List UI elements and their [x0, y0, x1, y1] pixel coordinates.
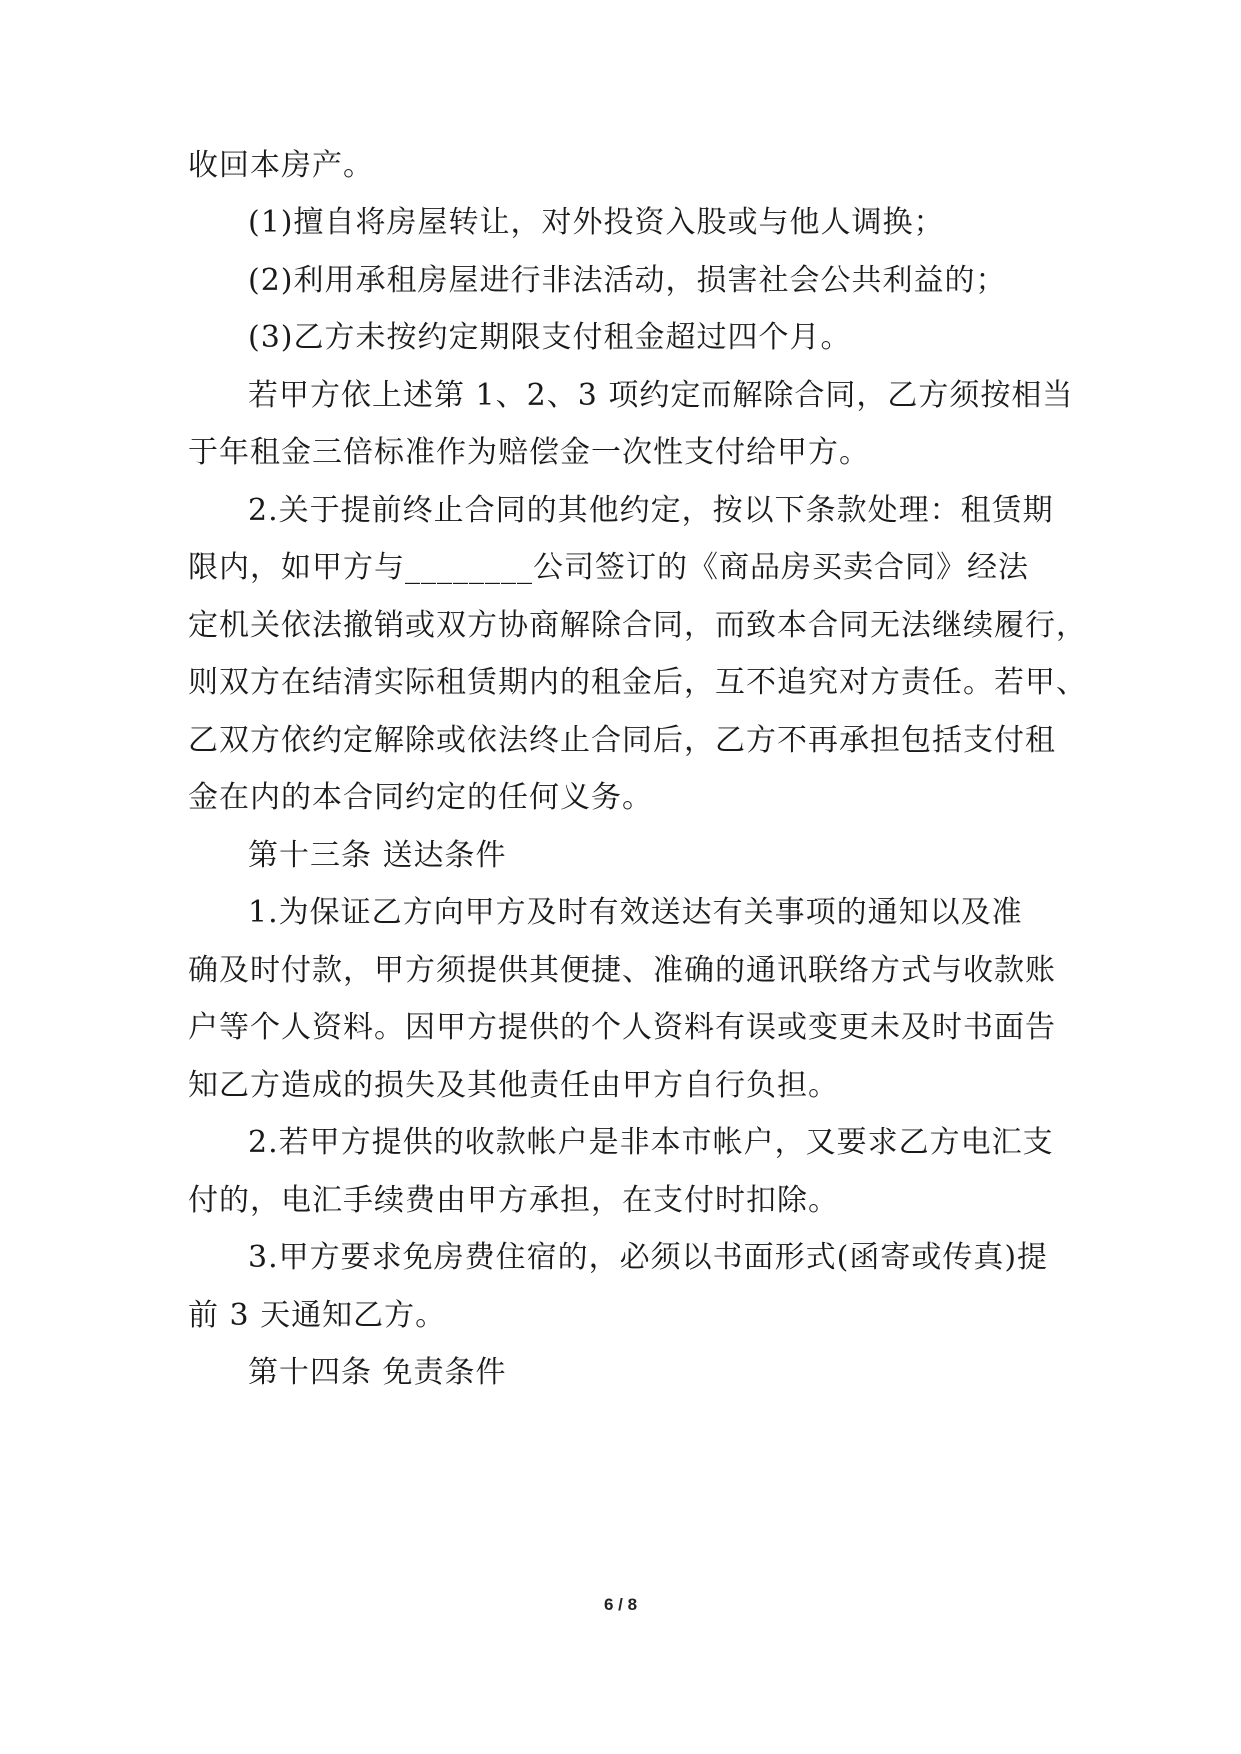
paragraph-line: 1.为保证乙方向甲方及时有效送达有关事项的通知以及准 — [248, 895, 1023, 930]
paragraph-line: 于年租金三倍标准作为赔偿金一次性支付给甲方。 — [188, 435, 870, 470]
list-item: (1)擅自将房屋转让，对外投资入股或与他人调换； — [248, 205, 945, 240]
section-heading: 第十三条 送达条件 — [248, 838, 507, 873]
paragraph-line: 则双方在结清实际租赁期内的租金后，互不追究对方责任。若甲、 — [188, 665, 1087, 700]
paragraph-line: 付的，电汇手续费由甲方承担，在支付时扣除。 — [188, 1183, 839, 1218]
paragraph-line: 2.关于提前终止合同的其他约定，按以下条款处理：租赁期 — [248, 493, 1054, 528]
paragraph-line: 3.甲方要求免房费住宿的，必须以书面形式(函寄或传真)提 — [248, 1240, 1049, 1275]
paragraph-line: 定机关依法撤销或双方协商解除合同，而致本合同无法继续履行， — [188, 608, 1087, 643]
paragraph-line: 乙双方依约定解除或依法终止合同后，乙方不再承担包括支付租 — [188, 723, 1056, 758]
paragraph-line: 2.若甲方提供的收款帐户是非本市帐户，又要求乙方电汇支 — [248, 1125, 1054, 1160]
paragraph-line: 前 3 天通知乙方。 — [188, 1298, 447, 1333]
list-item: (3)乙方未按约定期限支付租金超过四个月。 — [248, 320, 852, 355]
paragraph-line: 知乙方造成的损失及其他责任由甲方自行负担。 — [188, 1068, 839, 1103]
paragraph-line: 若甲方依上述第 1、2、3 项约定而解除合同，乙方须按相当 — [248, 378, 1074, 413]
list-item: (2)利用承租房屋进行非法活动，损害社会公共利益的； — [248, 263, 1007, 298]
section-heading: 第十四条 免责条件 — [248, 1355, 507, 1390]
paragraph-line: 金在内的本合同约定的任何义务。 — [188, 780, 653, 815]
page-number: 6 / 8 — [603, 1595, 638, 1614]
text-line: 收回本房产。 — [188, 148, 374, 183]
paragraph-line: 户等个人资料。因甲方提供的个人资料有误或变更未及时书面告 — [188, 1010, 1056, 1045]
paragraph-line: 限内，如甲方与________公司签订的《商品房买卖合同》经法 — [188, 550, 1029, 585]
paragraph-line: 确及时付款，甲方须提供其便捷、准确的通讯联络方式与收款账 — [188, 953, 1056, 988]
